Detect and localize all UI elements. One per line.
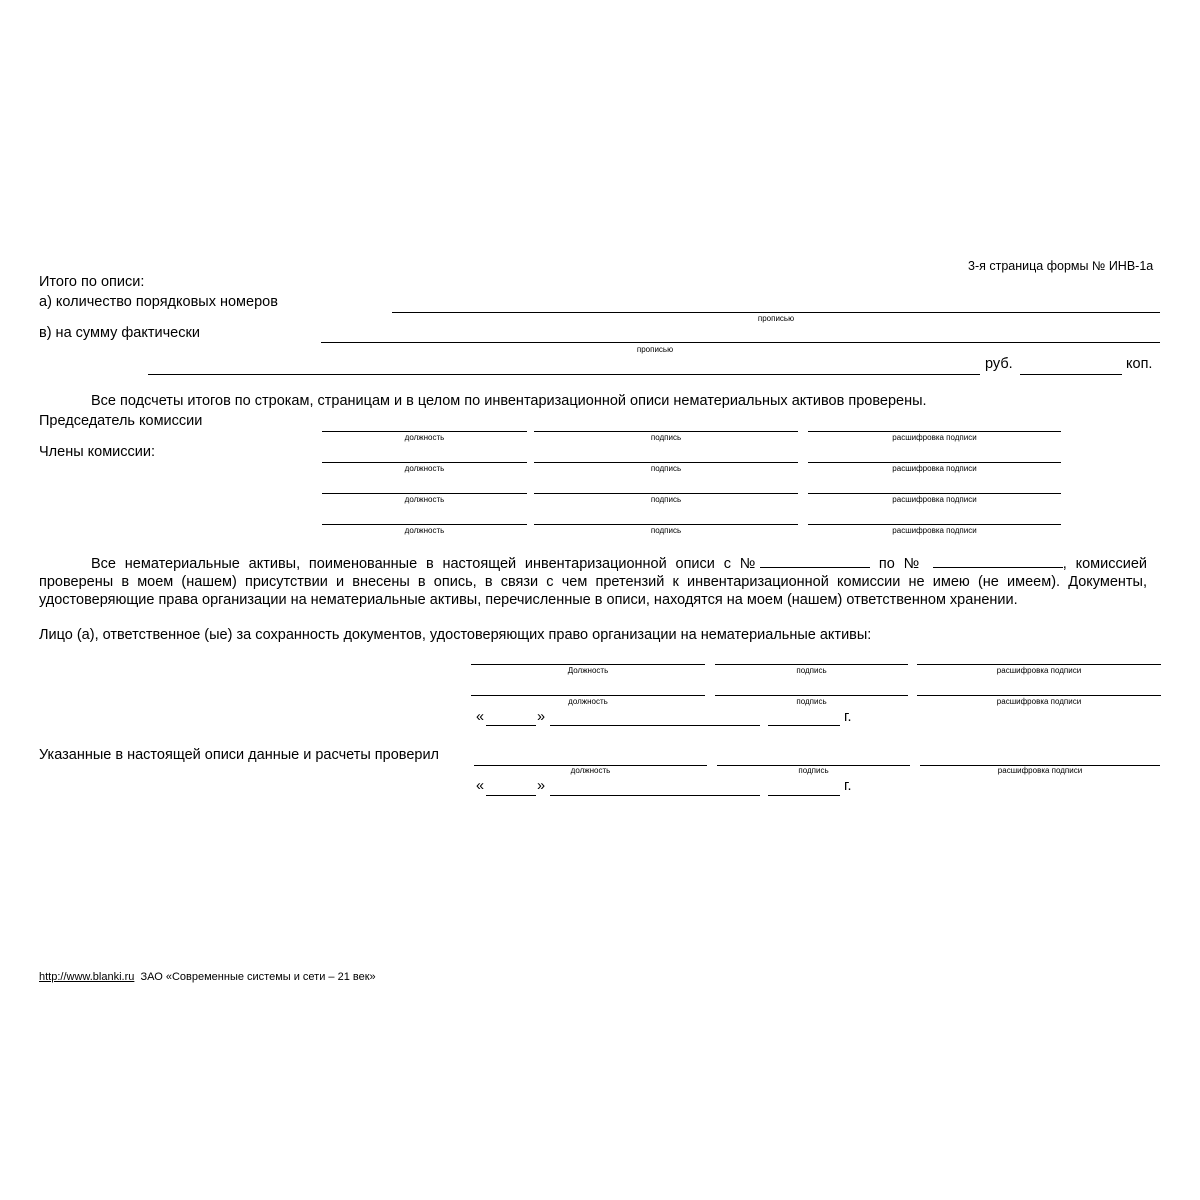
- form-page-note: 3-я страница формы № ИНВ-1а: [968, 259, 1154, 273]
- sum-continuation-line[interactable]: [148, 374, 980, 375]
- date-day-field[interactable]: [486, 725, 536, 726]
- signature-caption: подпись: [650, 464, 682, 473]
- footer-url-link[interactable]: http://www.blanki.ru: [39, 971, 135, 983]
- responsible-decoding-line[interactable]: [917, 695, 1161, 696]
- from-number-field[interactable]: [760, 553, 870, 568]
- verification-statement: Все подсчеты итогов по строкам, страницам и в целом по инвентаризационной описи нематериальных активов проверены.: [91, 393, 927, 409]
- date-year-suffix: г.: [844, 778, 852, 794]
- item-a-in-words-caption: прописью: [757, 314, 795, 323]
- member-decoding-line[interactable]: [808, 462, 1061, 463]
- kop-amount-line[interactable]: [1020, 374, 1122, 375]
- item-a-count-line[interactable]: [392, 312, 1160, 313]
- date-year-suffix: г.: [844, 709, 852, 725]
- signature-caption: подпись: [796, 666, 827, 675]
- signature-caption: подпись: [798, 766, 829, 775]
- position-caption: должность: [570, 766, 611, 775]
- kop-label: коп.: [1126, 356, 1153, 372]
- decoding-caption: расшифровка подписи: [892, 433, 977, 442]
- statement-part3: , комиссией проверены в моем (нашем) присутствии и внесены в опись, в связи с чем претензий к инвентаризационной комиссии не имею (не имеем). Документы, удостоверяющие права организации на нематериальные активы, перечисленные в описи, находятся на моем (нашем) ответственном хранении.: [39, 556, 1148, 608]
- custody-statement: [39, 553, 1147, 609]
- date-open-quote: «: [476, 709, 485, 725]
- date-open-quote: «: [476, 778, 485, 794]
- footer-company: ЗАО «Современные системы и сети – 21 век»: [140, 971, 376, 983]
- responsible-position-line[interactable]: [471, 664, 705, 665]
- date-month-field[interactable]: [550, 725, 760, 726]
- decoding-caption: расшифровка подписи: [892, 526, 977, 535]
- decoding-caption: расшифровка подписи: [997, 766, 1083, 775]
- responsible-decoding-line[interactable]: [917, 664, 1161, 665]
- date-year-field[interactable]: [768, 795, 840, 796]
- decoding-caption: расшифровка подписи: [996, 666, 1082, 675]
- member-decoding-line[interactable]: [808, 493, 1061, 494]
- signature-caption: подпись: [650, 495, 682, 504]
- date-month-field[interactable]: [550, 795, 760, 796]
- date-close-quote: »: [537, 778, 546, 794]
- position-caption: должность: [404, 495, 445, 504]
- item-b-sum-line[interactable]: [321, 342, 1160, 343]
- decoding-caption: расшифровка подписи: [996, 697, 1082, 706]
- totals-title: Итого по описи:: [39, 274, 145, 290]
- responsible-signature-line[interactable]: [715, 664, 908, 665]
- member-position-line[interactable]: [322, 462, 527, 463]
- decoding-caption: расшифровка подписи: [892, 464, 977, 473]
- member-signature-line[interactable]: [534, 493, 798, 494]
- date-day-field[interactable]: [486, 795, 536, 796]
- members-label: Члены комиссии:: [39, 444, 156, 460]
- member-position-line[interactable]: [322, 493, 527, 494]
- chairman-position-line[interactable]: [322, 431, 527, 432]
- signature-caption: подпись: [650, 433, 682, 442]
- responsible-position-line[interactable]: [471, 695, 705, 696]
- chairman-decoding-line[interactable]: [808, 431, 1061, 432]
- date-year-field[interactable]: [768, 725, 840, 726]
- position-caption: должность: [404, 464, 445, 473]
- chairman-label: Председатель комиссии: [39, 413, 203, 429]
- member-signature-line[interactable]: [534, 462, 798, 463]
- statement-part2: по №: [878, 556, 924, 572]
- position-caption: Должность: [567, 666, 609, 675]
- totals-item-a-label: а) количество порядковых номеров: [39, 294, 278, 310]
- signature-caption: подпись: [796, 697, 827, 706]
- chairman-signature-line[interactable]: [534, 431, 798, 432]
- decoding-caption: расшифровка подписи: [892, 495, 977, 504]
- member-position-line[interactable]: [322, 524, 527, 525]
- statement-part1: Все нематериальные активы, поименованные в настоящей инвентаризационной описи с №: [91, 556, 761, 572]
- rub-label: руб.: [985, 356, 1013, 372]
- footer: [39, 971, 376, 984]
- totals-item-b-label: в) на сумму фактически: [39, 325, 200, 341]
- position-caption: должность: [404, 526, 445, 535]
- item-b-in-words-caption: прописью: [636, 345, 674, 354]
- member-decoding-line[interactable]: [808, 524, 1061, 525]
- signature-caption: подпись: [650, 526, 682, 535]
- responsible-label: Лицо (а), ответственное (ые) за сохранность документов, удостоверяющих право организации на нематериальные активы:: [39, 627, 872, 643]
- checked-by-label: Указанные в настоящей описи данные и расчеты проверил: [39, 747, 440, 763]
- responsible-signature-line[interactable]: [715, 695, 908, 696]
- to-number-field[interactable]: [933, 553, 1063, 568]
- position-caption: должность: [404, 433, 445, 442]
- member-signature-line[interactable]: [534, 524, 798, 525]
- date-close-quote: »: [537, 709, 546, 725]
- position-caption: должность: [568, 697, 608, 706]
